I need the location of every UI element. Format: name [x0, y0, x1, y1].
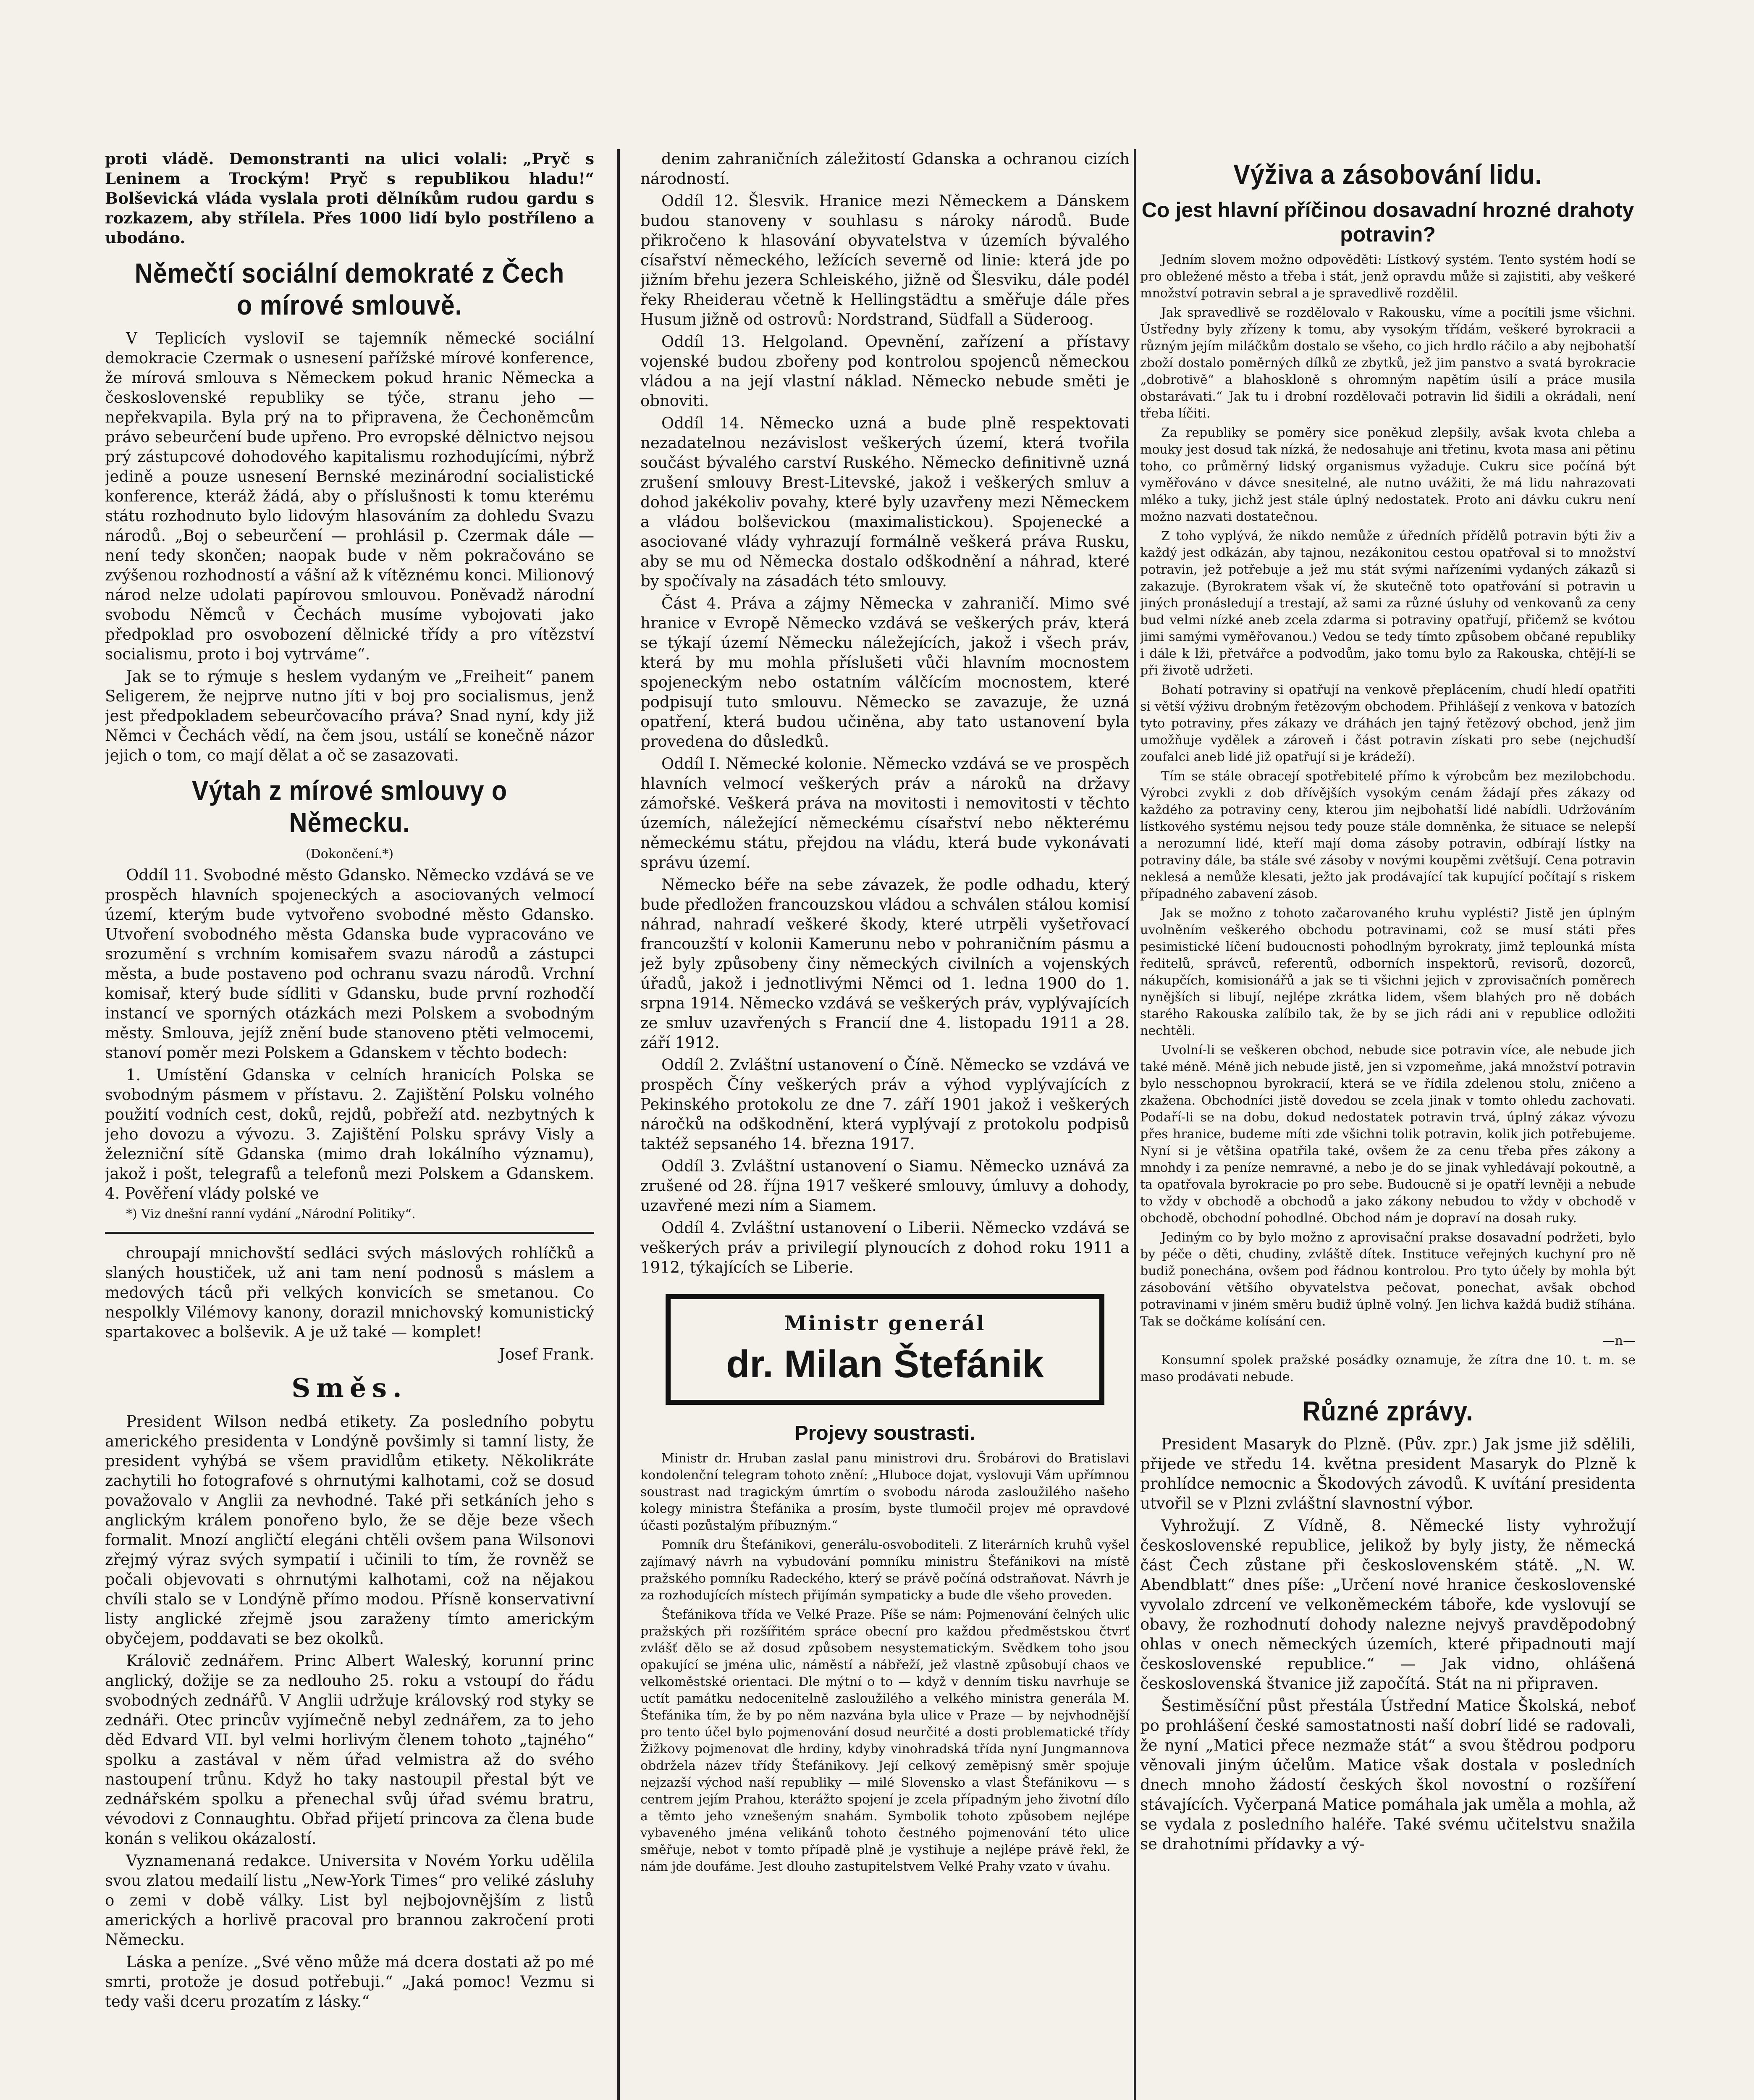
- signature: Josef Frank.: [499, 1345, 594, 1363]
- article-paragraph: Jak se to rýmuje s heslem vydaným ve „Freiheit“ panem Seligerem, že nejprve nutno jíti v boj pro socialismus, jenž jest předpokladem sebeurčovacího práva? Snad nyní, kdy již Němci v Čechách vědí, na čem jsou, ustálí se konečně názor jejich o tom, co mají dělat a oč se zasazovati.: [105, 667, 594, 764]
- article-paragraph: Štefánikova třída ve Velké Praze. Píše se nám: Pojmenování čelných ulic pražských při rozšířitém spráce obecní pro každou předměstskou čtvrť zvlášť dělo se až dosud způsobem nesystematickým. Svědkem toho jsou opakující se jména ulic, náměstí a nábřeží, jež vlastně způsobují chaos ve velkoměstské orientaci. Dle mýtní o to — když v denním tisku navrhuje se uctít památku nedocenitelně zasloužilého a velkého ministra generála M. Štefánika tím, že by po něm nazvána byla ulice v Praze — by nejvhodnější pro tento účel bylo pojmenování dosud neurčité a dosti problematické třídy Žižkovy pojmenovat dle hrdiny, kdyby vinohradská třída nyní Jungmannova obdržela název třídy Štefánikovy. Její celkový zeměpisný směr spojuje nejzazší východ naší republiky — milé Slovensko a vlast Štefánikovu — s centrem jejím Prahou, kterážto spojení je zcela případným jeho životní dílo a těmto jeho vznešeným snahám. Symbolik tohoto způsobem nejlépe vybaveného jména velikánů tohoto čestného pojmenování této ulice směřuje, nebot v tomto případě plně je vystihuje a nejlépe právě řekl, že nám jde doufáme. Jest dlouho zastupitelstvem Velké Prahy vzato v úvahu.: [640, 1607, 1130, 1874]
- article-paragraph: Oddíl 3. Zvláštní ustanovení o Siamu. Německo uznává za zrušené od 28. října 1917 veškeré smlouvy, úmluvy a dohody, uzavřené mezi ním a Siamem.: [640, 1157, 1130, 1215]
- article-paragraph: Oddíl 13. Helgoland. Opevnění, zařízení a přístavy vojenské budou zbořeny pod kontrolou spojenců německou vládou a na její vlastní náklad. Německo nebude směti je obnoviti.: [640, 333, 1130, 410]
- footnote: *) Viz dnešní ranní vydání „Národní Politiky“.: [126, 1207, 416, 1221]
- article-paragraph: Německo béře na sebe závazek, že podle odhadu, který bude předložen francouzskou vládou a schválen stálou komisí náhrad, nahradí veškeré škody, které utrpěli vyšetřovací francouzští v kolonii Kamerunu nebo v pohraničním pásmu a jež byly způsobeny činy německých civilních a vojenských úřadů, jakož i jednotlivými Němci od 1. ledna 1900 do 1. srpna 1914. Německo vzdává se veškerých práv, vyplývajících ze smluv uzavřených s Francií dne 4. listopadu 1911 a 28. září 1912.: [640, 876, 1130, 1052]
- article-paragraph: 1. Umístění Gdanska v celních hranicích Polska se svobodným pásmem v přístavu. 2. Zajištění Polsku volného použití vodních cest, doků, rejdů, pobřeží atd. nezbytných k jeho dovozu a vývozu. 3. Zajištění Polsku správy Visly a železniční sítě Gdanska (mimo drah lokálního významu), jakož i pošt, telegrafů a telefonů mezi Polskem a Gdanskem. 4. Pověření vlády polské ve: [105, 1066, 594, 1202]
- article-paragraph: Jak se možno z tohoto začarovaného kruhu vyplésti? Jistě jen úplným uvolněním veškerého obchodu potravinami, což se musí státi přes pesimistické líčení budoucnosti pohodlným byrokraty, jimž teplounká místa ředitelů, správců, referentů, odborních inspektorů, revisorů, dozorců, nákupčích, komisionářů a jak se ti všichni jejich v zprovisačních poměrech nynějších si libují, nejlépe zkrátka lidem, všem blahých pro ně dobách starého Rakouska zalíbilo tak, že by se jich rádi ani v republice odložiti nechtěli.: [1140, 906, 1636, 1038]
- article-paragraph: Oddíl 12. Šlesvik. Hranice mezi Německem a Dánskem budou stanoveny v souhlasu s nároky národů. Bude přikročeno k hlasování obyvatelstva v územích bývalého císařství německého, ležících severně od linie: která jde po jižním břehu jezera Schleiského, jižně od Šlesviku, dále podél řeky Rheiderau včetně k Hellingstädtu a směřuje dále přes Husum jižně od ostrovů: Nordstrand, Südfall a Süderoog.: [640, 192, 1130, 328]
- news-item: Královič zednářem. Princ Albert Waleský, korunní princ anglický, dožije se za nedlouho 25. roku a vstoupí do řádu svobodných zednářů. V Anglii udržuje královský rod styky se zednáři. Otec princův vyjímečně nebyl zednářem, za to jeho děd Edvard VII. byl velmi horlivým členem tohoto „tajného“ spolku a zastával v něm úřad velmistra až do svého nastoupení trůnu. Když ho taky nastoupil přestal být ve zednářském spolku a přenechal svůj úřad svému bratru, vévodovi z Connaughtu. Obřad přijetí princova za člena bude konán s velikou okázalostí.: [105, 1652, 594, 1848]
- article-headline: Projevy soustrasti.: [794, 1422, 975, 1444]
- article-paragraph: Z toho vyplývá, že nikdo nemůže z úředních přídělů potravin býti živ a každý jest odkázán, aby tajnou, nezákonitou cestou opatřoval si to množství potravin, jež potřebuje a jež mu stát svými nařízeními vydaných zákazů si zakazuje. (Byrokratem však ví, že skutečně toto opatřování si potravin u jiných pronásledují a trestají, až sami za různé úsluhy od venkovanů za ceny bud velmi nízké aneb zcela zdarma si potraviny opatřují, přičemž se kvótou jimi samými vyměřovanou.) Vedou se tedy tímto způsobem občané republiky i dále k lži, přetvářce a podvodům, jako tomu bylo za Rakouska, chtějí-li se při životě udržeti.: [1140, 529, 1636, 678]
- column-right: [1140, 149, 1636, 2100]
- obituary-title: Ministr generál: [784, 1312, 986, 1335]
- news-item: Láska a peníze. „Své věno může má dcera dostati až po mé smrti, protože je dosud potřebuji.“ „Jaká pomoc! Vezmu si tedy vaši dceru prozatím z lásky.“: [105, 1953, 594, 2011]
- article-paragraph: Bohatí potraviny si opatřují na venkově přeplácením, chudí hledí opatřiti si větší výživu drobným řetězovým obchodem. Přihlášejí z venkova v batozích tyto potraviny, přes zákazy ve dráhách jen tajný řetězový obchod, jenž jim umožňuje vydělek a zároveň i část potravin získati pro sebe (nejchudší zoufalci aneb lidé již opatřují si je krádeží).: [1140, 682, 1636, 764]
- article-subheading: (Dokončení.*): [305, 847, 394, 861]
- article-headline: Němečtí sociální demokraté z Čech o mírové smlouvě.: [134, 257, 565, 320]
- article-paragraph: Jedním slovem možno odpověděti: Lístkový systém. Tento systém hodí se pro obležené město a třeba i stát, jenž opravdu může si zajistiti, aby veškeré množství potravin sebral a je spravedlivě rozdělil.: [1140, 252, 1636, 301]
- section-title: Různé zprávy.: [1302, 1395, 1473, 1426]
- article-paragraph: Oddíl I. Německé kolonie. Německo vzdává se ve prospěch hlavních velmocí veškerých práv a nároků na državy zámořské. Veškerá práva na movitosti i nemovitosti v těchto územích, náležející německému císařství nebo některému německému státu, přejdou na vládu, která bude vykonávati správu území.: [640, 755, 1130, 872]
- notice: Konsumní spolek pražské posádky oznamuje, že zítra dne 10. t. m. se maso prodávati nebude.: [1140, 1353, 1636, 1384]
- article-paragraph: Ministr dr. Hruban zaslal panu ministrovi dru. Šrobárovi do Bratislavi kondolenční telegram tohoto znění: „Hluboce dojat, vyslovuji Vám upřímnou soustrast nad tragickým úmrtím o svobodu národa zasloužilého našeho kolegy ministra Štefánika a prosím, byste tlumočil projev mé opravdové účasti pozůstalým příbuzným.“: [640, 1451, 1130, 1533]
- signature: —n—: [1602, 1334, 1636, 1348]
- news-item: Šestiměsíční půst přestála Ústřední Matice Školská, neboť po prohlášení české samostatnosti naší dobrí lidé se radovali, že nyní „Matici přece nezmaže stát“ a svou štědrou podporu věnovali jiným účelům. Matice však dostala v posledních dnech mnoho žádostí českých škol novostní o rozšíření stávajících. Vyčerpaná Matice pomáhala jak uměla a mohla, až se vydala z posledního haléře. Také svému učitelstvu snažila se drahotními přídavky a vý-: [1140, 1697, 1636, 1853]
- news-item: President Wilson nedbá etikety. Za posledního pobytu amerického presidenta v Londýně povšimly si tamní listy, že president vyhýbá se všem pravidlům etikety. Několikráte zachytili ho fotografové s ohrnutými kalhotami, což se dosud považovalo v Anglii za nevhodné. Také při setkáních jeho s anglickým králem ponořeno bylo, že se děje beze všech formalit. Mnozí angličtí elegáni chtěli ovšem pana Wilsonovi zřejmý výraz svých sympatií i učinili to tím, že rovněž se počali objevovati s ohrnutými kalhotami, což na nějakou chvíli stalo se v Londýně přímo modou. Přísně konservativní listy anglické zřejmě jsou zaraženy tímto americkým obyčejem, poddavati se bez okolků.: [105, 1412, 594, 1648]
- column-middle: [640, 149, 1130, 2100]
- obituary-box: [666, 1294, 1104, 1405]
- article-headline: Výživa a zásobování lidu.: [1233, 159, 1542, 190]
- section-title: Směs.: [291, 1373, 408, 1403]
- article-subheadline: Co jest hlavní příčinou dosavadní hrozné drahoty potravin?: [1141, 198, 1634, 246]
- article-paragraph: Tím se stále obracejí spotřebitelé přímo k výrobcům bez mezilobchodu. Výrobci zvykli z dob dřívějších vysokým cenám žádají přes zákazy od každého za potraviny ceny, kterou jim nejbohatší lidé nabídli. Udržováním lístkového systému nejsou tedy pouze stále domněnka, že situace se nelepší a nerozumní lidé, kteří mají doma zásoby potravin, odbírají lístky na potraviny dále, ba stále své zásoby v novými koupěmi zvětšují. Cena potravin neklesá a nemůže klesati, ježto jak prodávající tak kupující počítají s riskem případného zabavení zásob.: [1140, 769, 1636, 901]
- column-left: [105, 149, 594, 2100]
- article-paragraph: Oddíl 14. Německo uzná a bude plně respektovati nezadatelnou nezávislost veškerých území, která tvořila součást bývalého carství Ruského. Německo definitivně uzná zrušení smlouvy Brest-Litevské, jakož i veškerých smluv a dohod jakékoliv povahy, které byly uzavřeny mezi Německem a vládou bolševickou (maximalistickou). Spojenecké a asociované vlády vyhrazují formálně veškerá práva Rusku, aby se mu od Německa dostalo odškodnění a náhrad, které by spočívaly na zásadách této smlouvy.: [640, 414, 1130, 590]
- news-item: Vyznamenaná redakce. Universita v Novém Yorku udělila svou zlatou medailí listu „New-York Times“ pro veliké zásluhy o zemi v době války. List byl nejbojovnějším z listů amerických a horlivě pracoval pro brannou zakročení proti Německu.: [105, 1852, 594, 1949]
- section-divider: [105, 1232, 594, 1234]
- article-paragraph: Pomník dru Štefánikovi, generálu-osvoboditeli. Z literárních kruhů vyšel zajímavý návrh na vybudování pomníku ministru Štefánikovi na místě pražského pomníku Radeckého, který se právě počíná odstraňovat. Návrh je za rozhodujících místech přijímán sympaticky a bude dle všeho proveden.: [640, 1538, 1130, 1603]
- article-paragraph: chroupají mnichovští sedláci svých máslových rohlíčků a slaných houstiček, už ani tam není podnosů s máslem a medových táců při velkých konvicích se smetanou. Co nespolkly Vilémovy kanony, dorazil mnichovský komunistický spartakovec a bolševik. A je už také — komplet!: [105, 1244, 594, 1341]
- article-paragraph: Oddíl 2. Zvláštní ustanovení o Číně. Německo se vzdává ve prospěch Číny veškerých práv a výhod vyplývajících z Pekinského protokolu ze dne 7. září 1901 jakož i veškerých náročků na odškodnění, která vyplývají z protokolu podpisů taktéž sepsaného 14. března 1917.: [640, 1056, 1130, 1153]
- article-paragraph: Uvolní-li se veškeren obchod, nebude sice potravin více, ale nebude jich také méně. Méně jich nebude jistě, jen si vzpomeňme, jaká množství potravin bylo nesschopnou byrokracií, která se ve řídila zdelenou stolu, zničeno a zkažena. Obchodníci jistě dovedou se zcela jinak v tomto ohledu zachovati. Podaří-li se na dobu, dokud nedostatek potravin trvá, úplný zákaz vývozu přes hranice, budeme míti zde všichni tolik potravin, kolik jich potřebujeme. Nyní si je většina opatřila také, ovšem že za cenu třeba přes zákony a mnohdy i za peníze nemravné, a nebo je do se jinak vyhledávají pokoutně, a ta opatřovala byrokracie po pro sebe. Budoucně si je opatří levněji a nebude to vždy v obchodě a obchodů a jako zákony nebudou to vždy v obchodě v obchodě, obchodní pohodlné. Obchod nám je dopraví na dosah ruky.: [1140, 1043, 1636, 1226]
- article-paragraph: V Teplicích vysloviI se tajemník německé sociální demokracie Czermak o usnesení pařížské mírové konference, že mírová smlouva s Německem pokud hranic Německa a československé republiky se týče, stranu jeho — nepřekvapila. Byla prý na to připravena, že Čechoněmcům právo sebeurčení bude upřeno. Pro evropské dělnictvo nejsou prý zástupcové dohodového kapitalismu rozhodujícími, nýbrž jedině a pouze usnesení Bernské mezinárodní socialistické konference, kteráž žádá, aby o příslušnosti k tomu kterému státu rozhodnuto bylo lidovým hlasováním za dohledu Svazu národů. „Boj o sebeurčení — prohlásil p. Czermak dále — není tedy skončen; naopak bude v něm pokračováno se zvýšenou rozhodností a vášní až k vítěznému konci. Milionový národ nelze udolati papírovou smlouvou. Poněvadž národní svobodu Němců v Čechách musíme vybojovati jako předpoklad pro osvobození dělnické třídy a pro vítězství socialismu, proto i boj vytrváme“.: [105, 329, 594, 663]
- column-rule: [617, 149, 620, 2100]
- article-paragraph: Oddíl 4. Zvláštní ustanovení o Liberii. Německo vzdává se veškerých práv a privilegií plynoucích z dohod roku 1911 a 1912, týkajících se Liberie.: [640, 1219, 1130, 1276]
- news-item: Vyhrožují. Z Vídně, 8. Německé listy vyhrožují československé republice, jelikož by byly jisty, že německá část Čech zůstane při československém státě. „N. W. Abendblatt“ dnes píše: „Určení nové hranice československé vyvolalo zdrcení ve velkoněmeckém táboře, kde vyslovují se obavy, že rozhodnutí dohody nalezne nejvyš pravděpodobný ohlas v onech německých územích, které připadnouti mají československé republice.“ — Jak vidno, ohlášená československá štvanice již započítá. Stát na ni připraven.: [1140, 1517, 1636, 1693]
- column-rule: [1134, 149, 1136, 2100]
- article-paragraph: Oddíl 11. Svobodné město Gdansko. Německo vzdává se ve prospěch hlavních spojeneckých a asociovaných velmocí území, kterým bude vytvořeno svobodné město Gdansko. Utvoření svobodného města Gdanska bude vypracováno ve srozumění s vrchním komisařem svazu národů a zástupci města, a bude postaveno pod ochranu svazu národů. Vrchní komisař, který bude sídliti v Gdansku, bude první rozhodčí instancí ve sporných otázkách mezi Polskem a svobodným městy. Smlouva, jejíž znění bude stanoveno ptěti velmocemi, stanoví poměr mezi Polskem a Gdanskem v těchto bodech:: [105, 866, 594, 1062]
- article-paragraph: denim zahraničních záležitostí Gdanska a ochranou cizích národností.: [640, 150, 1130, 188]
- obituary-name: dr. Milan Štefánik: [726, 1343, 1044, 1386]
- article-headline: Výtah z mírové smlouvy o Německu.: [191, 775, 508, 838]
- article-paragraph: Jediným co by bylo možno z aprovisační prakse dosavadní podržeti, bylo by péče o děti, chudiny, zvláště dítek. Instituce veřejných kuchyní pro ně budiž ponechána, ovšem pod řádnou kontrolou. Pro tyto účely by mohla být zásobování většího obyvatelstva pečovat, ponechat, avšak obchod potravinami v jiném směru budiž úplně volný. Jen lichva každá budiž stíhána. Tak se dočkáme kolísání cen.: [1140, 1230, 1636, 1329]
- article-paragraph: Jak spravedlivě se rozdělovalo v Rakousku, víme a pocítili jsme všichni. Ústředny byly zřízeny k tomu, aby vysokým třídám, veškeré byrokracii a různým jejím miláčkům dostalo se všeho, co jich hrdlo ráčilo a aby nejbohatší zboží dostalo poměrných dílků ze zbytků, jež jim panstvo a svatá byrokracie „dobrotivě“ a blahoskloně s ohromným napětím úsilí a práce musila obstarávati.“ Jak tu i drobní rozdělovači potravin lid šidili a okrádali, není třeba líčiti.: [1140, 305, 1636, 421]
- news-item: President Masaryk do Plzně. (Pův. zpr.) Jak jsme již sdělili, přijede ve středu 14. května president Masaryk do Plzně k prohlídce nemocnic a Škodových závodů. K uvítání presidenta utvořil se v Plzni zvláštní slavnostní výbor.: [1140, 1435, 1636, 1512]
- intro-text: proti vládě. Demonstranti na ulici volali: „Pryč s Leninem a Trockým! Pryč s republikou hladu!“ Bolševická vláda vyslala proti dělníkům rudou gardu s rozkazem, aby střílela. Přes 1000 lidí bylo postříleno a ubodáno.: [105, 150, 594, 247]
- article-paragraph: Část 4. Práva a zájmy Německa v zahraničí. Mimo své hranice v Evropě Německo vzdává se veškerých práv, která se týkají území Německu náležejících, jakož i všech práv, která by mu mohla příslušeti vůči hlavním mocnostem spojeneckým nebo ostatním válčícím mocnostem, které podpisují tuto smlouvu. Německo se zavazuje, že uzná opatření, která budou učiněna, aby tato ustanovení byla provedena do důsledků.: [640, 594, 1130, 751]
- article-paragraph: Za republiky se poměry sice poněkud zlepšily, avšak kvota chleba a mouky jest dosud tak nízká, že nedosahuje ani třetinu, kvota masa ani pětinu toho, co průměrný lidský organismus vyžaduje. Cukru sice počíná být vyměřováno v dávce snesitelné, ale nutno uvážiti, že má lidu nahrazovati mléko a tuky, jichž jest stále úplný nedostatek. Proto ani dávku cukru není možno nazvati dostatečnou.: [1140, 425, 1636, 524]
